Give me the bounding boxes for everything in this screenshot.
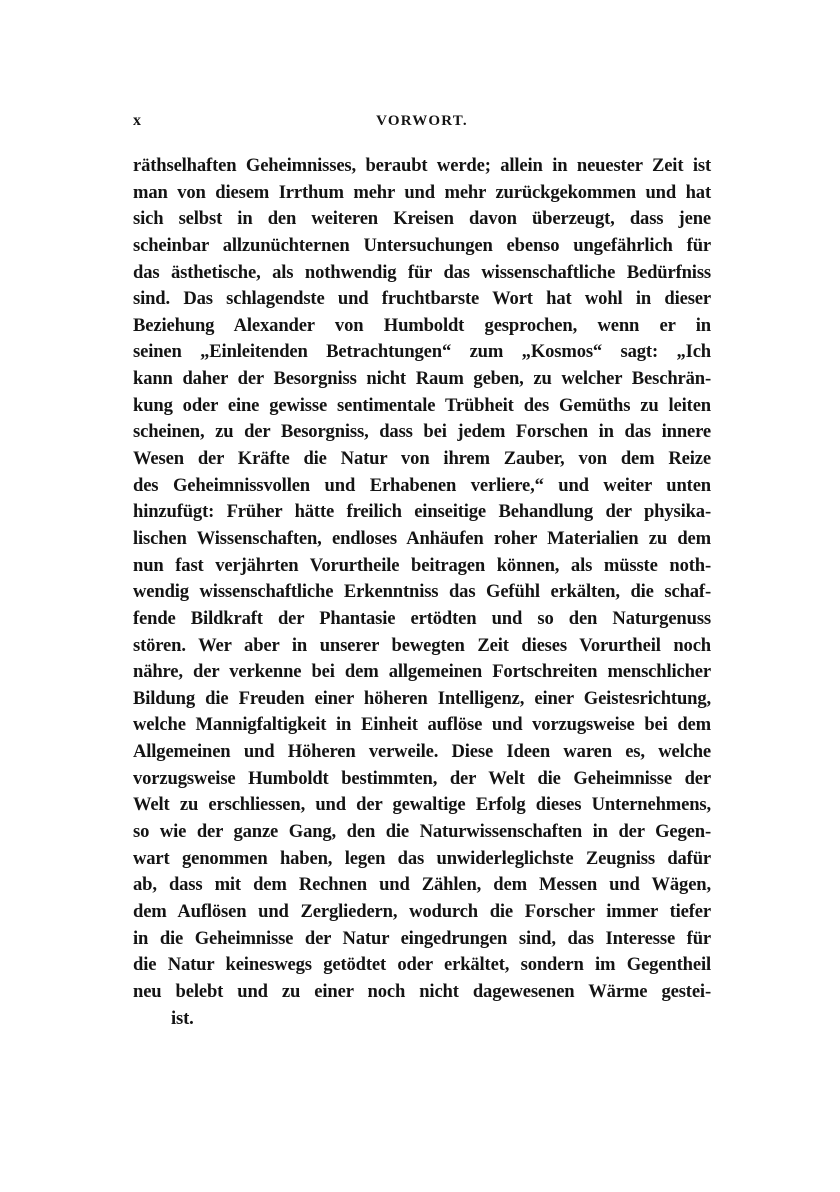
text-line: vorzugsweise Humboldt bestimmten, der Welt die Geheimnisse der xyxy=(133,767,711,789)
text-line: das ästhetische, als nothwendig für das wissenschaftliche Bedürfniss xyxy=(133,261,711,283)
text-line: kung oder eine gewisse sentimentale Trübheit des Gemüths zu leiten xyxy=(133,394,711,416)
text-line: welche Mannigfaltigkeit in Einheit auflöse und vorzugsweise bei dem xyxy=(133,714,711,736)
text-line: hinzufügt: Früher hätte freilich einseitige Behandlung der physika- xyxy=(133,501,711,523)
page-number: x xyxy=(133,112,142,129)
text-line: sich selbst in den weiteren Kreisen davon überzeugt, dass jene xyxy=(133,208,711,230)
text-line: fende Bildkraft der Phantasie ertödten und so den Naturgenuss xyxy=(133,607,711,629)
text-line: räthselhaften Geheimnisses, beraubt werde; allein in neuester Zeit ist xyxy=(133,155,711,176)
text-line: ab, dass mit dem Rechnen und Zählen, dem Messen und Wägen, xyxy=(133,874,711,896)
text-line: die Natur keineswegs getödtet oder erkältet, sondern im Gegentheil xyxy=(133,954,711,976)
text-line: sind. Das schlagendste und fruchtbarste Wort hat wohl in dieser xyxy=(133,288,711,310)
text-line: man von diesem Irrthum mehr und mehr zurückgekommen und hat xyxy=(133,181,711,203)
body-text xyxy=(133,153,711,1032)
text-line: dem Auflösen und Zergliedern, wodurch die Forscher immer tiefer xyxy=(133,900,711,922)
text-line-last: ist. xyxy=(171,1007,194,1029)
text-line: kann daher der Besorgniss nicht Raum geben, zu welcher Beschrän- xyxy=(133,368,711,390)
text-line: Beziehung Alexander von Humboldt gesprochen, wenn er in xyxy=(133,314,711,336)
text-line: in die Geheimnisse der Natur eingedrungen sind, das Interesse für xyxy=(133,927,711,949)
text-line: Welt zu erschliessen, und der gewaltige Erfolg dieses Unternehmens, xyxy=(133,794,711,816)
text-line: seinen „Einleitenden Betrachtungen“ zum „Kosmos“ sagt: „Ich xyxy=(133,341,711,363)
text-line: scheinen, zu der Besorgniss, dass bei jedem Forschen in das innere xyxy=(133,421,711,443)
text-line: wendig wissenschaftliche Erkenntniss das Gefühl erkälten, die schaf- xyxy=(133,581,711,603)
text-line: des Geheimnissvollen und Erhabenen verliere,“ und weiter unten xyxy=(133,474,711,496)
running-head xyxy=(133,112,711,136)
text-line: lischen Wissenschaften, endloses Anhäufen roher Materialien zu dem xyxy=(133,527,711,549)
text-line: wart genommen haben, legen das unwiderleglichste Zeugniss dafür xyxy=(133,847,711,869)
text-line: so wie der ganze Gang, den die Naturwissenschaften in der Gegen- xyxy=(133,821,711,843)
header-title: VORWORT. xyxy=(376,113,468,129)
text-line: stören. Wer aber in unserer bewegten Zeit dieses Vorurtheil noch xyxy=(133,634,711,656)
text-line: nun fast verjährten Vorurtheile beitragen können, als müsste noth- xyxy=(133,554,711,576)
text-line: Wesen der Kräfte die Natur von ihrem Zauber, von dem Reize xyxy=(133,448,711,470)
text-line: neu belebt und zu einer noch nicht dagewesenen Wärme gestei- xyxy=(133,980,711,1002)
text-line: scheinbar allzunüchternen Untersuchungen ebenso ungefährlich für xyxy=(133,234,711,256)
text-line: Allgemeinen und Höheren verweile. Diese Ideen waren es, welche xyxy=(133,741,711,763)
text-line: nähre, der verkenne bei dem allgemeinen Fortschreiten menschlicher xyxy=(133,661,711,683)
text-line: Bildung die Freuden einer höheren Intelligenz, einer Geistesrichtung, xyxy=(133,687,711,709)
